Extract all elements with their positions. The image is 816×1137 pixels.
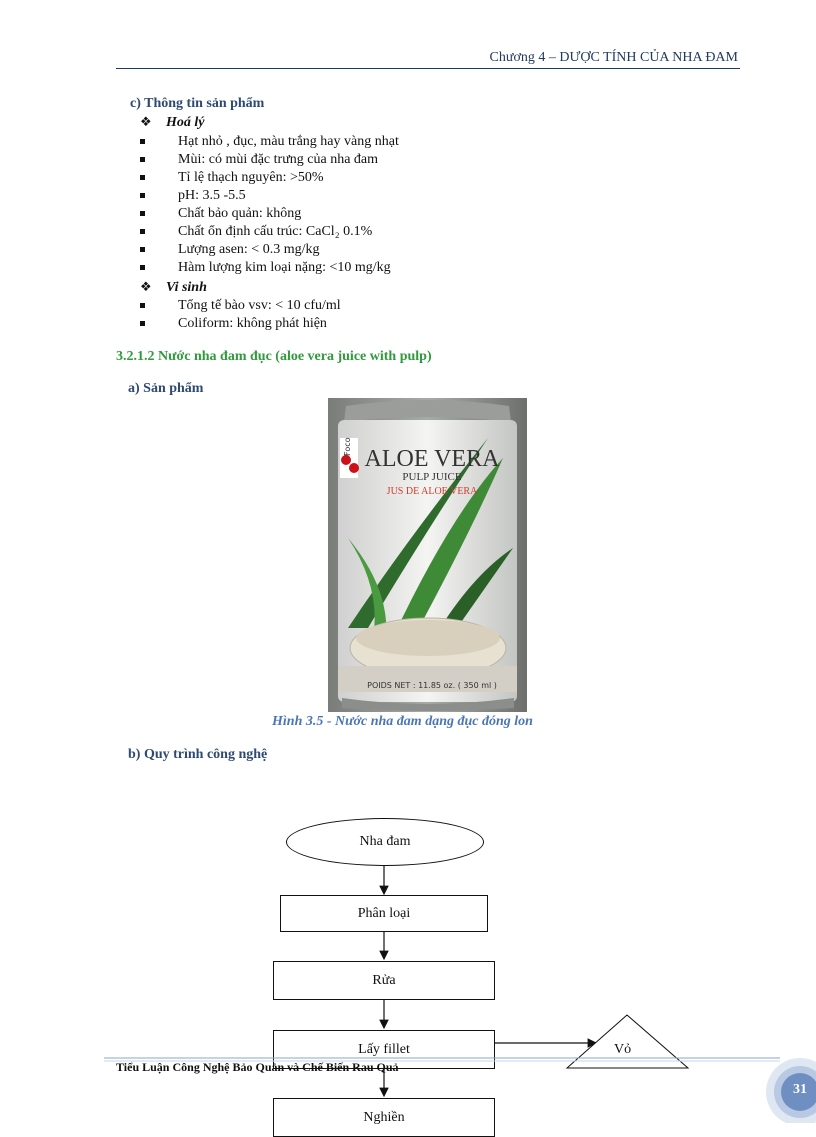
- physchem-item: Lượng asen: < 0.3 mg/kg: [178, 242, 320, 257]
- side-label: Foco: [343, 437, 352, 456]
- page-number: 31: [793, 1082, 807, 1097]
- flow-step-phan-loai: Phân loại: [280, 895, 488, 932]
- section-a-title: a) Sản phẩm: [128, 381, 204, 396]
- flow-step-rua: Rửa: [273, 961, 495, 1000]
- micro-item: Coliform: không phát hiện: [178, 316, 327, 331]
- micro-title: Vi sinh: [166, 280, 207, 295]
- net-weight-label: POIDS NET : 11.85 oz. ( 350 ml ): [367, 681, 497, 690]
- physchem-item: Chất bảo quản: không: [178, 206, 302, 221]
- physchem-item: pH: 3.5 -5.5: [178, 188, 246, 203]
- diamond-bullet-icon: ❖: [140, 114, 152, 129]
- flow-step-lay-fillet: Lấy fillet: [273, 1030, 495, 1069]
- micro-item: Tổng tế bào vsv: < 10 cfu/ml: [178, 298, 341, 313]
- physchem-item: Hạt nhỏ , đục, màu trắng hay vàng nhạt: [178, 134, 399, 149]
- footer-title: Tiểu Luận Công Nghệ Bảo Quản và Chế Biến Rau Quả: [116, 1060, 399, 1074]
- physchem-item: Mùi: có mùi đặc trưng của nha đam: [178, 152, 379, 167]
- diamond-bullet-icon: ❖: [140, 279, 152, 294]
- section-c-title: c) Thông tin sản phẩm: [130, 96, 265, 111]
- section-b-title: b) Quy trình công nghệ: [128, 747, 268, 762]
- figure-caption: Hình 3.5 - Nước nha đam dạng đục đóng lon: [272, 714, 533, 729]
- physchem-item: Tỉ lệ thạch nguyên: >50%: [178, 170, 324, 185]
- pulp-juice-label: PULP JUICE: [402, 471, 462, 483]
- flow-start-ellipse: Nha đam: [286, 818, 484, 866]
- flow-side-label: Vỏ: [614, 1042, 632, 1057]
- physchem-item: Hàm lượng kim loại nặng: <10 mg/kg: [178, 260, 391, 275]
- brand-label: ALOE VERA: [364, 446, 500, 472]
- physchem-title: Hoá lý: [166, 115, 205, 130]
- chapter-header: Chương 4 – DƯỢC TÍNH CỦA NHA ĐAM: [489, 50, 738, 65]
- section-heading: 3.2.1.2 Nước nha đam đục (aloe vera juice with pulp): [116, 349, 432, 364]
- flow-step-nghien: Nghiền: [273, 1098, 495, 1137]
- physchem-item: Chất ổn định cấu trúc: CaCl₂ 0.1%: [178, 224, 373, 239]
- jus-label: JUS DE ALOE VERA: [386, 486, 478, 497]
